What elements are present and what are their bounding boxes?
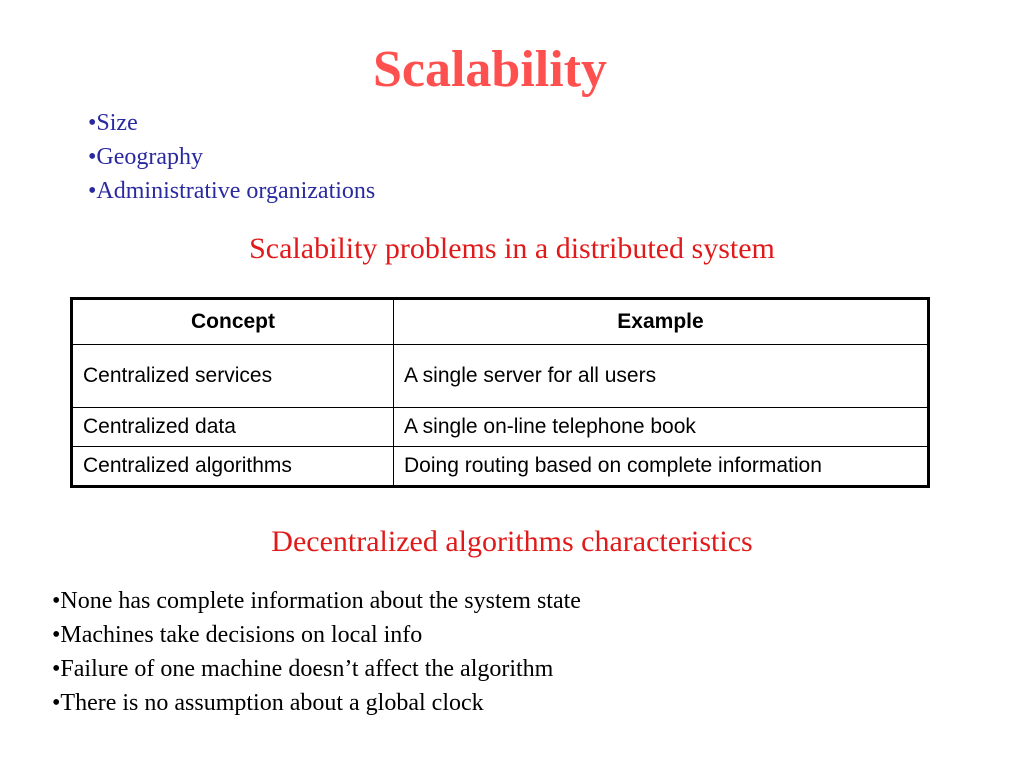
table-cell: Centralized services [72, 345, 394, 408]
slide-title: Scalability [372, 41, 608, 98]
scalability-problems-table [70, 297, 930, 488]
table-header-row [72, 299, 929, 345]
list-item: •Machines take decisions on local info [52, 622, 423, 648]
table-cell: A single server for all users [394, 345, 929, 408]
decentralized-subtitle: Decentralized algorithms characteristics [271, 525, 753, 558]
table-cell: Doing routing based on complete information [394, 447, 929, 487]
column-header-example: Example [394, 299, 929, 345]
list-item: •Failure of one machine doesn’t affect the algorithm [52, 656, 554, 682]
table-cell: Centralized data [72, 408, 394, 447]
list-item: •Size [88, 110, 138, 136]
column-header-concept: Concept [72, 299, 394, 345]
decentralized-characteristics-list [52, 584, 581, 720]
list-item: •Administrative organizations [88, 178, 376, 204]
list-item: •None has complete information about the system state [52, 588, 581, 614]
table-cell: Centralized algorithms [72, 447, 394, 487]
table-cell: A single on-line telephone book [394, 408, 929, 447]
list-item: •Geography [88, 144, 204, 170]
problems-subtitle: Scalability problems in a distributed system [249, 232, 775, 265]
list-item: •There is no assumption about a global clock [52, 690, 484, 716]
table-row [72, 345, 929, 408]
table-row [72, 408, 929, 447]
scalability-dimensions-list [88, 106, 375, 208]
table-row [72, 447, 929, 487]
